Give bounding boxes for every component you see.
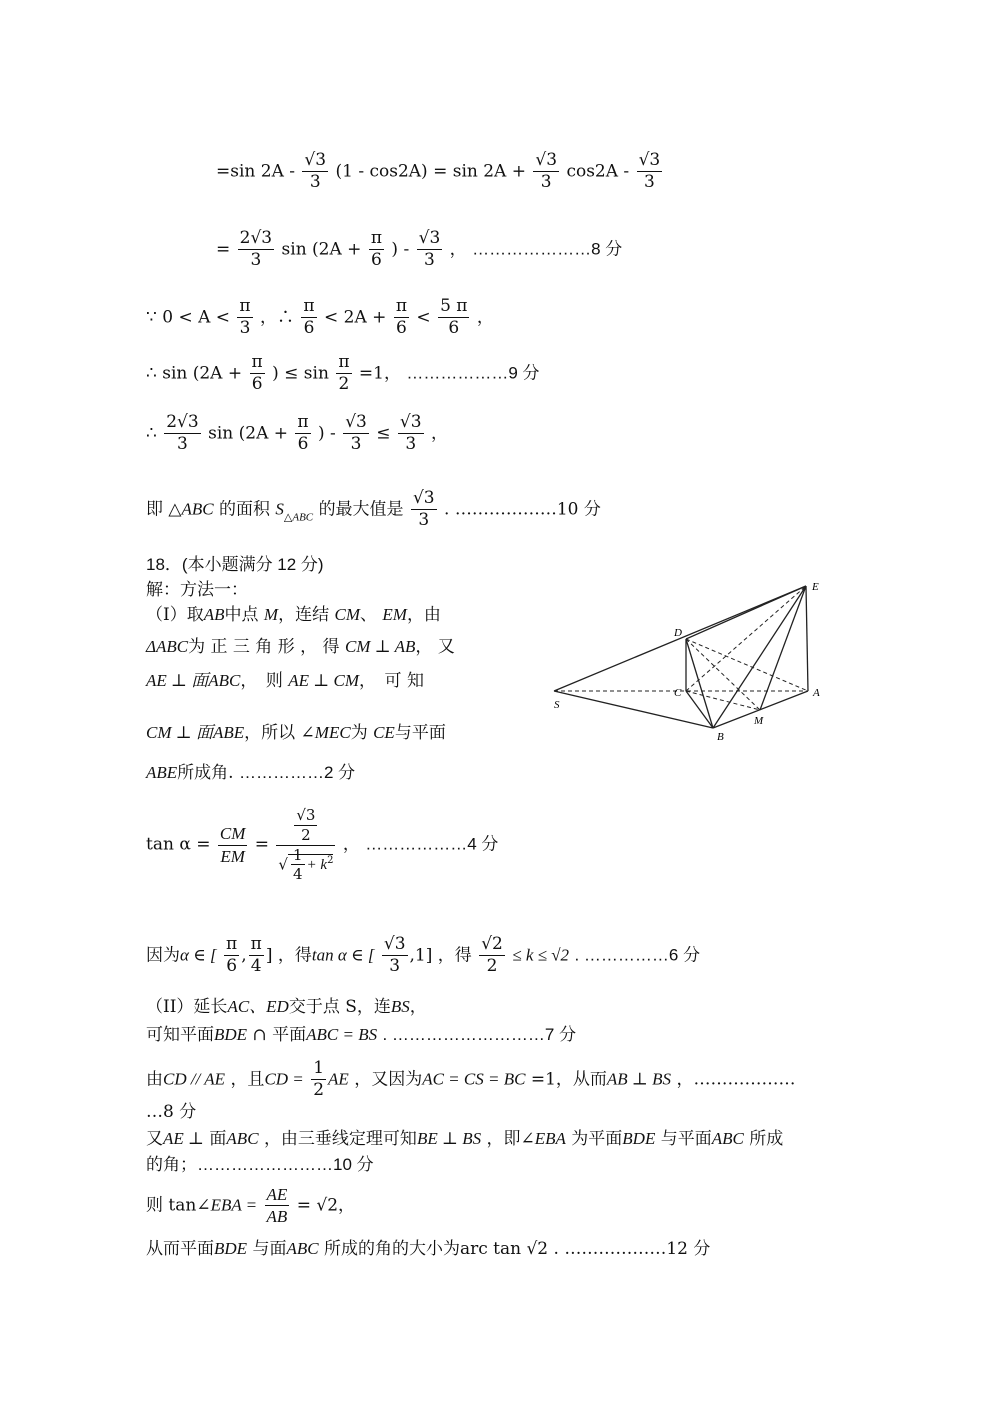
tan-alpha-formula: tan α = $\frac{CM}{EM}$ = $\frac{√3}{2}$ √ $\frac{1}{4}$ + $k^2$ ， ………………4 分 bbox=[146, 806, 499, 884]
part-i-line-4: CM ⊥ 面ABE，所以 ∠MEC为 CE与平面 bbox=[146, 723, 446, 743]
part-i-line-3: AE ⊥ 面ABC， 则 AE ⊥ CM， 可 知 bbox=[146, 671, 424, 691]
part-i-line-1: （Ⅰ）取AB中点 M，连结 CM、 EM，由 bbox=[146, 605, 441, 625]
eq-line-1: =sin 2A - $\frac{√3}{3}$ (1 - cos2A) = sin 2A + $\frac{√3}{3}$ cos2A - $\frac{√3}{3}$ bbox=[216, 150, 661, 193]
part-ii-line-3: 由CD // AE ，且CD = $\frac{1}{2}$ AE ，又因为AC = CS = BC =1，从而AB ⊥ BS ，……………… bbox=[146, 1058, 796, 1101]
points-2: ……………2 分 bbox=[238, 763, 356, 782]
part-ii-line-6: 则 tan∠EBA = $\frac{AE}{AB}$ = √2， bbox=[146, 1185, 356, 1227]
eq-line-5: ∴ $\frac{2√3}{3}$ sin (2A + $\frac{\pi}{6}$ ) - $\frac{√3}{3}$ ≤ $\frac{√3}{3}$ ， bbox=[146, 412, 448, 455]
range-line: 因为α ∈ [ $\frac{\pi}{6}$ , $\frac{\pi}{4}$ ] ，得tan α ∈ [ $\frac{√3}{3}$ ,1] ，得 $\frac{√2}{2}$ ≤ k ≤ √2 . ……………6 分 bbox=[146, 934, 701, 977]
part-i-line-5: ABE所成角. ……………2 分 bbox=[146, 763, 356, 783]
part-ii-line-1: （II）延长AC、ED交于点 S，连BS， bbox=[146, 997, 427, 1017]
part-ii-line-4: 又AE ⊥ 面ABC ，由三垂线定理可知BE ⊥ BS ，即∠EBA 为平面BDE 与平面ABC 所成 bbox=[146, 1129, 784, 1149]
label-S: S bbox=[554, 699, 560, 711]
points-9: ………………9 分 bbox=[406, 363, 540, 383]
points-8: …………………8 分 bbox=[472, 239, 623, 259]
part-ii-line-7: 从而平面BDE 与面ABC 所成的角的大小为arc tan √2 . ………………12 分 bbox=[146, 1239, 711, 1259]
points-12: . ………………12 分 bbox=[553, 1239, 711, 1259]
points-6: . ……………6 分 bbox=[574, 945, 701, 965]
points-7: . ………………………7 分 bbox=[382, 1025, 577, 1044]
label-C: C bbox=[674, 687, 682, 699]
points-8b: …8 分 bbox=[146, 1102, 197, 1122]
edge-DB bbox=[686, 639, 713, 728]
points-10b: ……………………10 分 bbox=[197, 1155, 374, 1174]
label-E: E bbox=[812, 581, 819, 593]
eq-line-6: 即 △ABC 的面积 $S_{\triangle ABC}$ 的最大值是 $\frac{√3}{3}$ . ………………10 分 bbox=[146, 488, 601, 531]
eq-line-2: = $\frac{2√3}{3}$ sin (2A + $\frac{\pi}{6}$ ) - $\frac{√3}{3}$ ， …………………8 分 bbox=[216, 228, 623, 271]
pyramid-figure bbox=[548, 578, 838, 758]
eq-line-3: ∵ 0 < A < $\frac{\pi}{3}$ ，∴ $\frac{\pi}{6}$ < 2A + $\frac{\pi}{6}$ < $\frac{5 \pi}{6}$ ， bbox=[146, 296, 494, 339]
eq-line-4: ∴ sin (2A + $\frac{\pi}{6}$ ) ≤ sin $\frac{\pi}{2}$ =1， ………………9 分 bbox=[146, 352, 540, 395]
edge-CE-hidden bbox=[686, 586, 806, 691]
edge-EA bbox=[806, 586, 808, 691]
edge-DA-hidden bbox=[686, 639, 808, 691]
label-B: B bbox=[717, 731, 724, 743]
part-ii-line-5: 的角；……………………10 分 bbox=[146, 1155, 374, 1175]
label-M: M bbox=[754, 715, 764, 727]
points-4: ………………4 分 bbox=[365, 834, 499, 854]
edge-SB bbox=[554, 691, 713, 728]
part-i-line-2: ΔABC为 正 三 角 形 ， 得 CM ⊥ AB， 又 bbox=[146, 637, 455, 657]
edge-EB bbox=[713, 586, 806, 728]
problem-18-heading: 18．(本小题满分 12 分) bbox=[146, 555, 324, 574]
label-D: D bbox=[674, 627, 682, 639]
points-10a: ………………10 分 bbox=[454, 499, 601, 520]
part-ii-line-2: 可知平面BDE ∩ 平面ABC = BS . ………………………7 分 bbox=[146, 1025, 577, 1045]
method-one: 解：方法一： bbox=[146, 580, 248, 600]
label-A: A bbox=[813, 687, 820, 699]
